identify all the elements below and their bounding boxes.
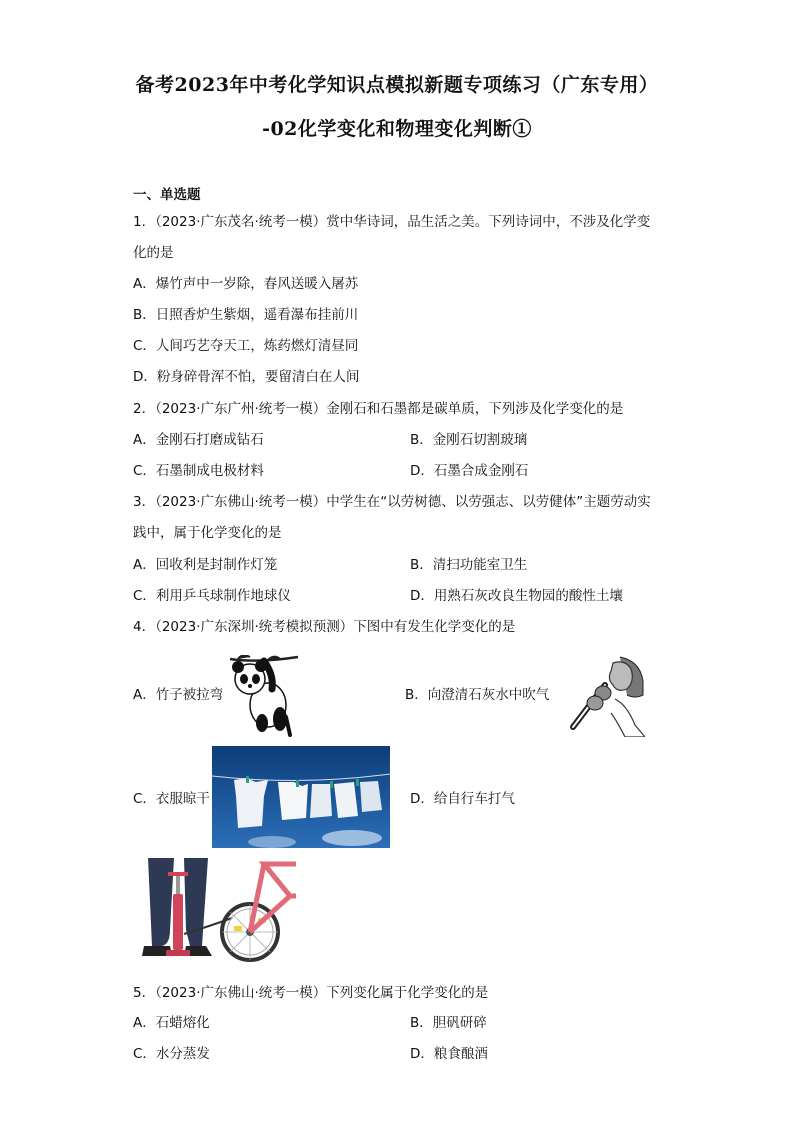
q5-option-c: C．水分蒸发	[133, 1046, 210, 1062]
q1-option-c: C．人间巧艺夺天工，炼药燃灯清昼同	[133, 338, 359, 354]
q4-option-b: B．向澄清石灰水中吹气	[405, 687, 550, 703]
document-title-line2: -02化学变化和物理变化判断①	[262, 118, 532, 140]
q4-stem-line1: 4．（2023·广东深圳·统考模拟预测）下图中有发生化学变化的是	[133, 619, 516, 635]
q4-option-c: C．衣服晾干	[133, 791, 210, 807]
q3-option-c: C．利用乒乓球制作地球仪	[133, 588, 291, 604]
q1-option-a: A．爆竹声中一岁除，春风送暖入屠苏	[133, 276, 359, 292]
document-title-line1: 备考2023年中考化学知识点模拟新题专项练习（广东专用）	[135, 74, 659, 96]
q2-stem-line1: 2．（2023·广东广州·统考一模）金刚石和石墨都是碳单质，下列涉及化学变化的是	[133, 401, 624, 417]
q2-option-b: B．金刚石切割玻璃	[410, 432, 528, 448]
q3-option-b: B．清扫功能室卫生	[410, 557, 528, 573]
panda-bamboo-image	[228, 655, 300, 737]
q2-option-d: D．石墨合成金刚石	[410, 463, 529, 479]
q4-option-a: A．竹子被拉弯	[133, 687, 224, 703]
q2-option-c: C．石墨制成电极材料	[133, 463, 264, 479]
q1-stem-line1: 1．（2023·广东茂名·统考一模）赏中华诗词，品生活之美。下列诗词中，不涉及化学变	[133, 214, 651, 230]
q3-option-a: A．回收利是封制作灯笼	[133, 557, 278, 573]
section-heading: 一、单选题	[133, 187, 201, 203]
q3-stem-line2: 践中，属于化学变化的是	[133, 525, 282, 541]
q3-stem-line1: 3．（2023·广东佛山·统考一模）中学生在“以劳树德、以劳强志、以劳健体”主题劳动实	[133, 494, 651, 510]
q4-option-d: D．给自行车打气	[410, 791, 515, 807]
q1-option-d: D．粉身碎骨浑不怕，要留清白在人间	[133, 369, 360, 385]
q5-option-a: A．石蜡熔化	[133, 1015, 210, 1031]
q3-option-d: D．用熟石灰改良生物园的酸性土壤	[410, 588, 623, 604]
q5-option-b: B．胆矾研碎	[410, 1015, 487, 1031]
q5-option-d: D．粮食酿酒	[410, 1046, 488, 1062]
q1-stem-line2: 化的是	[133, 245, 174, 261]
blowing-limewater-image	[565, 655, 645, 737]
q5-stem-line1: 5．（2023·广东佛山·统考一模）下列变化属于化学变化的是	[133, 985, 489, 1001]
q2-option-a: A．金刚石打磨成钻石	[133, 432, 264, 448]
clothes-drying-image	[212, 746, 390, 848]
bicycle-pump-image	[140, 856, 296, 964]
q1-option-b: B．日照香炉生紫烟，遥看瀑布挂前川	[133, 307, 359, 323]
